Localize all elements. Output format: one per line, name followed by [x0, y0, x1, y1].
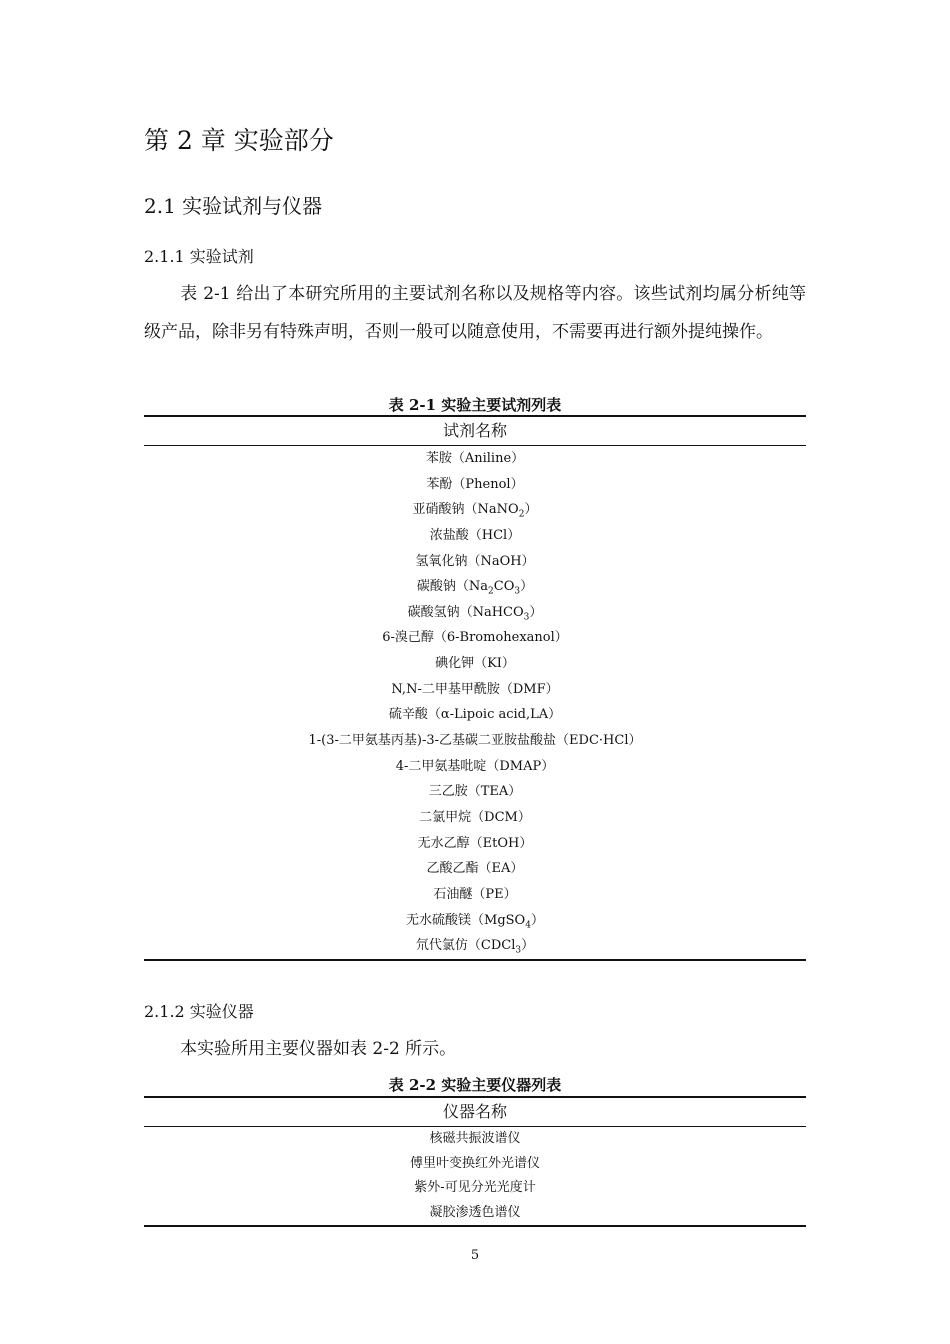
cell-text-post: ） — [530, 912, 544, 928]
subsection-title-reagents: 2.1.1 实验试剂 — [144, 247, 254, 266]
table-row — [144, 677, 806, 703]
reagents-table-body — [144, 446, 806, 961]
cell-text-text: 石油醚（PE） — [433, 886, 517, 902]
cell-text-sub1: 3 — [515, 945, 522, 956]
table-row — [144, 882, 806, 908]
cell-text-text: 1-(3-二甲氨基丙基)-3-乙基碳二亚胺盐酸盐（EDC·HCl） — [308, 733, 642, 749]
instruments-table-header: 仪器名称 — [144, 1096, 806, 1127]
paragraph-reagents — [144, 276, 806, 351]
cell-text-sub2: 3 — [514, 586, 521, 597]
table-row — [144, 523, 806, 549]
cell-text-text: 碘化钾（KI） — [435, 656, 515, 672]
chapter-title: 第 2 章 实验部分 — [144, 126, 334, 155]
table-row — [144, 779, 806, 805]
table-row — [144, 728, 806, 754]
subsection-title-instruments: 2.1.2 实验仪器 — [144, 1002, 254, 1021]
cell-text-text: 苯酚（Phenol） — [426, 476, 524, 492]
table-row — [144, 651, 806, 677]
cell-text-text: 硫辛酸（α-Lipoic acid,LA） — [388, 707, 562, 723]
cell-text-sub1: 4 — [525, 920, 531, 931]
cell-text-text: 无水乙醇（EtOH） — [417, 835, 533, 851]
table-row — [144, 625, 806, 651]
table-row — [144, 933, 806, 959]
cell-text-pre: 亚硝酸钠（NaNO — [412, 502, 519, 518]
table-row — [144, 497, 806, 523]
instruments-table-body — [144, 1127, 806, 1227]
reagents-table-header: 试剂名称 — [144, 415, 806, 446]
table-row — [144, 856, 806, 882]
cell-text-text: 苯胺（Aniline） — [425, 451, 525, 466]
table-row — [144, 805, 806, 831]
table-row — [144, 472, 806, 498]
cell-text-text: 氢氧化钠（NaOH） — [415, 553, 535, 569]
cell-text-sub1: 3 — [523, 612, 530, 623]
cell-text-text: 二氯甲烷（DCM） — [419, 809, 531, 825]
paragraph-instruments-text: 本实验所用主要仪器如表 2-2 所示。 — [180, 1039, 457, 1059]
instruments-table — [144, 1096, 806, 1227]
cell-text-text: 4-二甲氨基吡啶（DMAP） — [395, 758, 555, 774]
paragraph-reagents-text: 表 2-1 给出了本研究所用的主要试剂名称以及规格等内容。该些试剂均属分析纯等级产品，除非另有特殊声明，否则一般可以随意使用，不需要再进行额外提纯操作。 — [144, 284, 806, 342]
table-2-caption: 表 2-2 实验主要仪器列表 — [388, 1076, 562, 1094]
table-row — [144, 600, 806, 626]
cell-text-post: ） — [521, 938, 535, 954]
cell-text-pre: 无水硫酸镁（MgSO — [406, 912, 526, 928]
page-number: 5 — [470, 1248, 480, 1263]
cell-text-sub1: 2 — [488, 586, 494, 597]
table-row — [144, 831, 806, 857]
cell-text-post: ） — [529, 604, 543, 620]
table-row — [144, 702, 806, 728]
paragraph-instruments — [144, 1031, 806, 1069]
table-row: 凝胶渗透色谱仪 — [429, 1204, 521, 1220]
reagents-table — [144, 415, 806, 961]
cell-text-text: 乙酸乙酯（EA） — [426, 861, 524, 877]
table-row: 紫外-可见分光光度计 — [414, 1180, 536, 1196]
cell-text-pre: 碳酸钠（Na — [416, 579, 489, 595]
table-row — [144, 446, 806, 472]
cell-text-post: ） — [524, 502, 538, 518]
table-row: 核磁共振波谱仪 — [429, 1131, 521, 1146]
cell-text-text: N,N-二甲基甲酰胺（DMF） — [391, 681, 559, 697]
table-row: 傅里叶变换红外光谱仪 — [409, 1155, 540, 1171]
table-row — [144, 908, 806, 934]
cell-text-sub1: 2 — [518, 509, 525, 520]
cell-text-pre: 碳酸氢钠（NaHCO — [407, 604, 524, 620]
cell-text-text: 三乙胺（TEA） — [428, 784, 522, 800]
cell-text-text: 浓盐酸（HCl） — [429, 527, 521, 543]
cell-text-post: ） — [520, 579, 534, 595]
cell-text-mid: CO — [493, 579, 515, 595]
table-row — [144, 549, 806, 575]
cell-text-pre: 氘代氯仿（CDCl — [415, 938, 516, 954]
table-1-caption: 表 2-1 实验主要试剂列表 — [388, 396, 562, 414]
cell-text-text: 6-溴己醇（6-Bromohexanol） — [382, 630, 568, 646]
table-row — [144, 754, 806, 780]
section-title: 2.1 实验试剂与仪器 — [144, 194, 323, 218]
table-row — [144, 574, 806, 600]
